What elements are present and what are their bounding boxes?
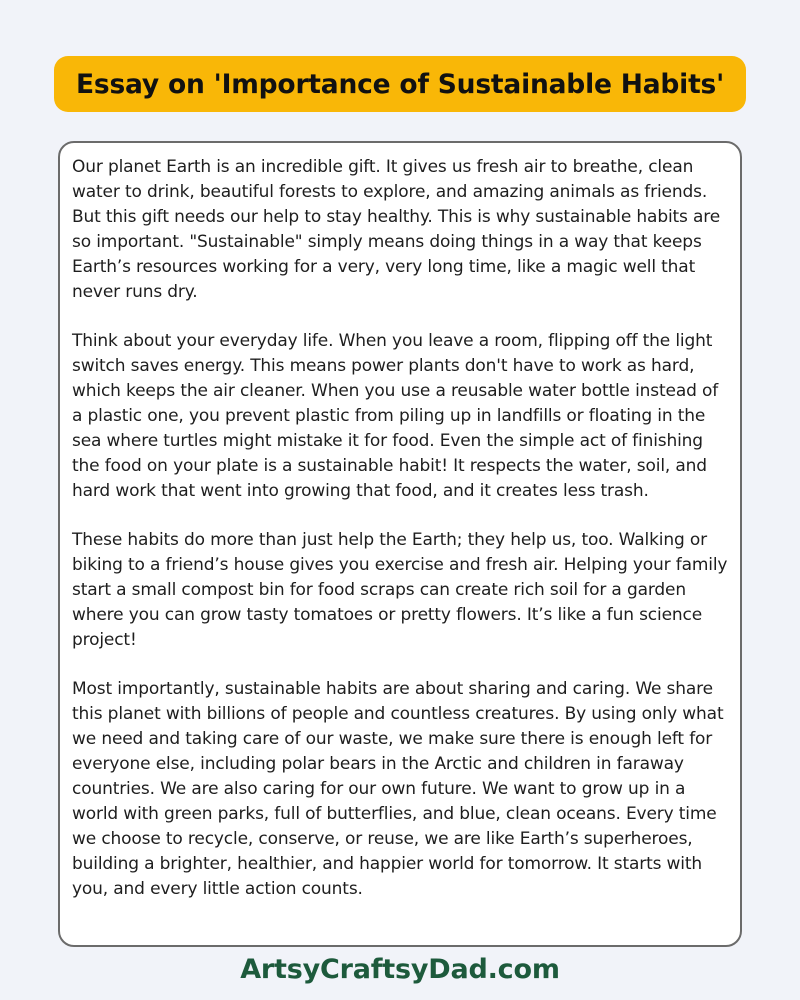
essay-title: Essay on 'Importance of Sustainable Habits': [75, 68, 725, 100]
essay-paragraph-4: Most importantly, sustainable habits are about sharing and caring. We share this planet with billions of people and countless creatures. By using only what we need and taking care of our waste, we make sure there is enough left for everyone else, including polar bears in the Arctic and children in faraway countries. We are also caring for our own future. We want to grow up in a world with green parks, full of butterflies, and blue, clean oceans. Every time we choose to recycle, conserve, or reuse, we are like Earth’s superheroes, building a brighter, healthier, and happier world for tomorrow. It starts with you, and every little action counts.: [72, 679, 724, 899]
footer-brand: ArtsyCraftsyDad.com: [240, 954, 560, 985]
essay-card: [58, 141, 742, 947]
essay-paragraph-3: These habits do more than just help the Earth; they help us, too. Walking or biking to a friend’s house gives you exercise and fresh air. Helping your family start a small compost bin for food scraps can create rich soil for a garden where you can grow tasty tomatoes or pretty flowers. It’s like a fun science project!: [72, 530, 728, 650]
essay-paragraph-1: Our planet Earth is an incredible gift. It gives us fresh air to breathe, clean water to drink, beautiful forests to explore, and amazing animals as friends. But this gift needs our help to stay healthy. This is why sustainable habits are so important. "Sustainable" simply means doing things in a way that keeps Earth’s resources working for a very, very long time, like a magic well that never runs dry.: [72, 157, 721, 302]
essay-paragraph-2: Think about your everyday life. When you leave a room, flipping off the light switch saves energy. This means power plants don't have to work as hard, which keeps the air cleaner. When you use a reusable water bottle instead of a plastic one, you prevent plastic from piling up in landfills or floating in the sea where turtles might mistake it for food. Even the simple act of finishing the food on your plate is a sustainable habit! It respects the water, soil, and hard work that went into growing that food, and it creates less trash.: [72, 331, 719, 501]
title-banner: [54, 56, 746, 112]
